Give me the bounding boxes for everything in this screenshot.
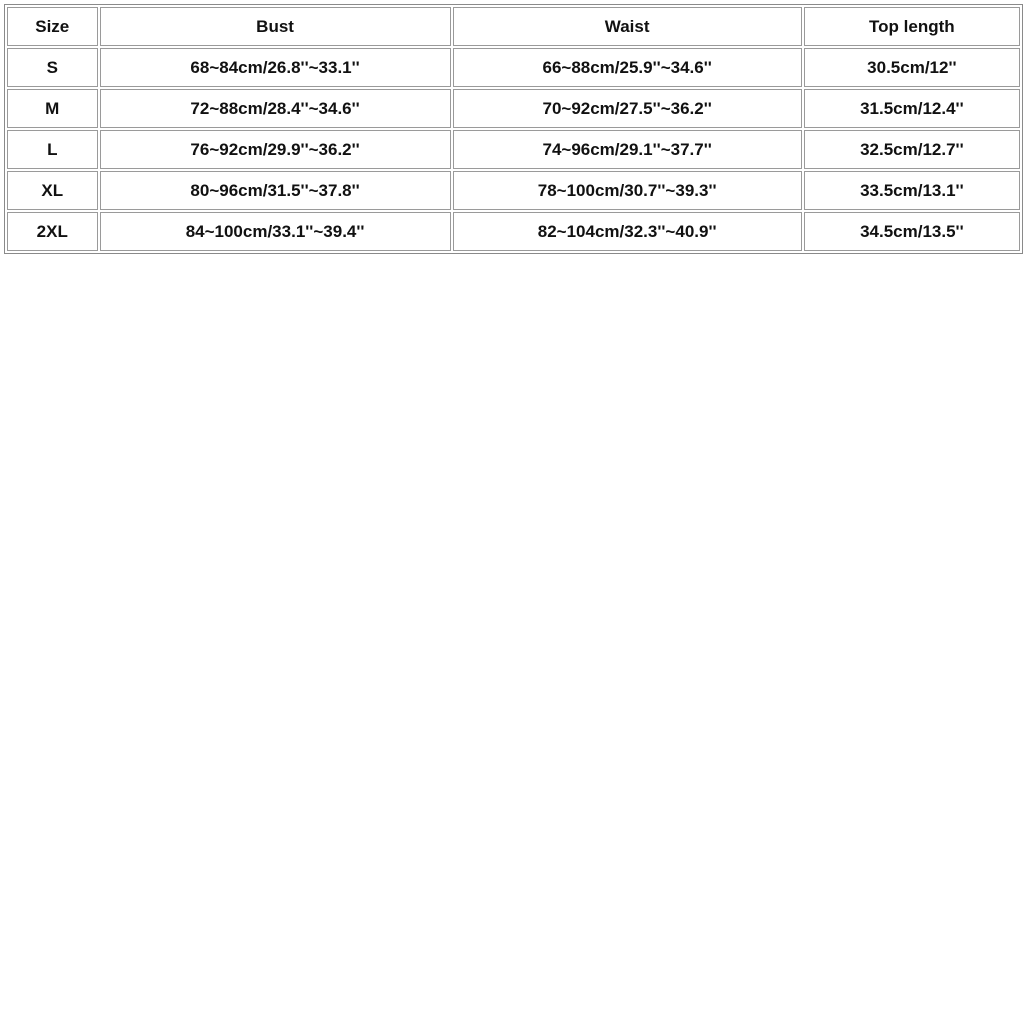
- header-waist: Waist: [453, 7, 802, 46]
- size-cell: 2XL: [7, 212, 98, 251]
- top-length-cell: 32.5cm/12.7'': [804, 130, 1020, 169]
- size-chart-table: [4, 4, 1023, 254]
- waist-cell: 78~100cm/30.7''~39.3'': [453, 171, 802, 210]
- size-cell: XL: [7, 171, 98, 210]
- waist-cell: 70~92cm/27.5''~36.2'': [453, 89, 802, 128]
- top-length-cell: 33.5cm/13.1'': [804, 171, 1020, 210]
- top-length-cell: 34.5cm/13.5'': [804, 212, 1020, 251]
- size-cell: S: [7, 48, 98, 87]
- top-length-cell: 31.5cm/12.4'': [804, 89, 1020, 128]
- table-row: [7, 130, 1020, 169]
- table-row: [7, 48, 1020, 87]
- table-header-row: [7, 7, 1020, 46]
- size-cell: L: [7, 130, 98, 169]
- bust-cell: 76~92cm/29.9''~36.2'': [100, 130, 451, 169]
- table-row: [7, 89, 1020, 128]
- table-row: [7, 212, 1020, 251]
- header-size: Size: [7, 7, 98, 46]
- table-row: [7, 171, 1020, 210]
- waist-cell: 82~104cm/32.3''~40.9'': [453, 212, 802, 251]
- waist-cell: 74~96cm/29.1''~37.7'': [453, 130, 802, 169]
- bust-cell: 72~88cm/28.4''~34.6'': [100, 89, 451, 128]
- top-length-cell: 30.5cm/12'': [804, 48, 1020, 87]
- header-top-length: Top length: [804, 7, 1020, 46]
- header-bust: Bust: [100, 7, 451, 46]
- bust-cell: 68~84cm/26.8''~33.1'': [100, 48, 451, 87]
- waist-cell: 66~88cm/25.9''~34.6'': [453, 48, 802, 87]
- bust-cell: 80~96cm/31.5''~37.8'': [100, 171, 451, 210]
- size-cell: M: [7, 89, 98, 128]
- bust-cell: 84~100cm/33.1''~39.4'': [100, 212, 451, 251]
